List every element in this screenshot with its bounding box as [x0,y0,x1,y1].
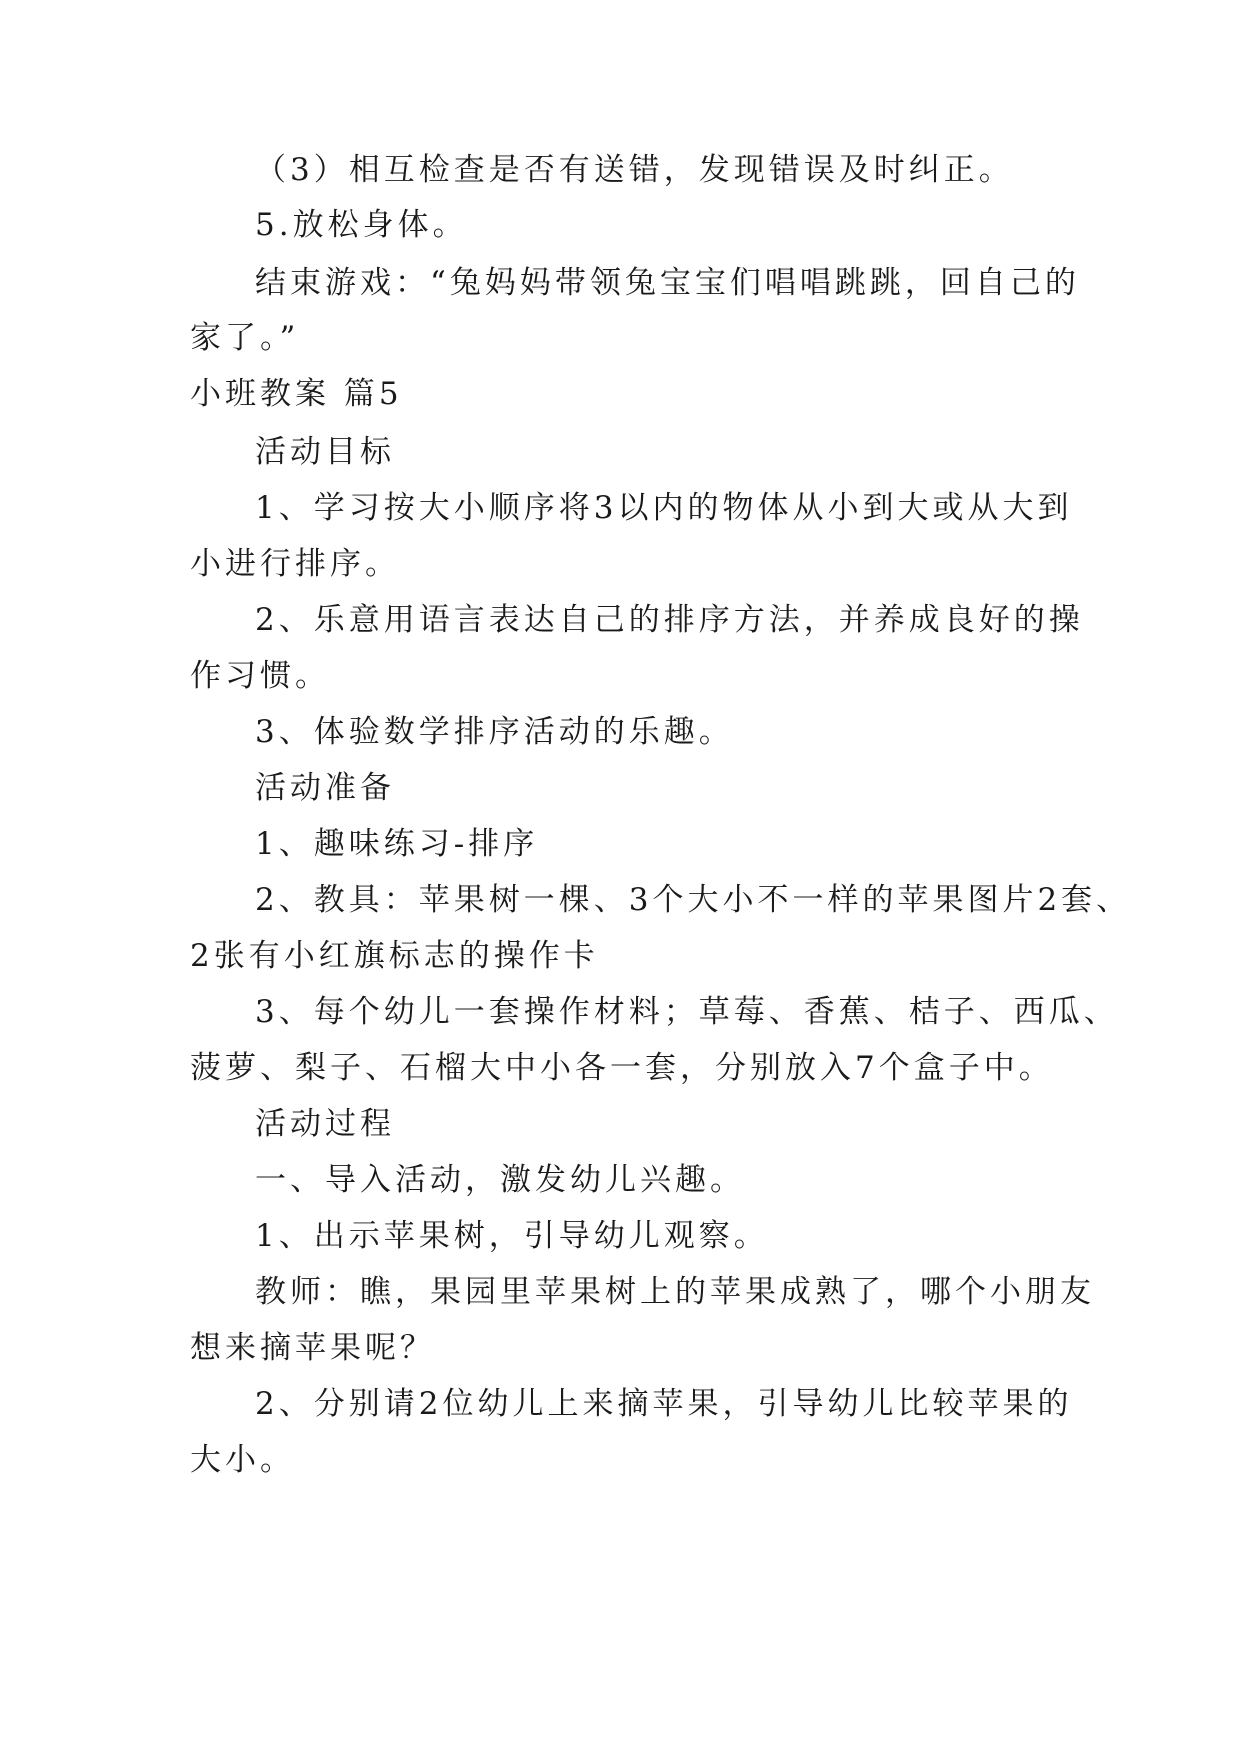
process-heading: 活动过程 [255,1106,395,1142]
end-game-line-1: 结束游戏：“兔妈妈带领兔宝宝们唱唱跳跳，回自己的 [255,265,1080,301]
teacher-line-2: 想来摘苹果呢？ [190,1330,435,1366]
teacher-line-1: 教师：瞧，果园里苹果树上的苹果成熟了，哪个小朋友 [255,1274,1095,1310]
prep-2-line-1: 2、教具：苹果树一棵、3个大小不一样的苹果图片2套、 [255,882,1132,918]
goal-2-line-2: 作习惯。 [190,658,330,694]
goals-heading: 活动目标 [255,434,395,470]
prep-3-line-2: 菠萝、梨子、石榴大中小各一套，分别放入7个盒子中。 [190,1050,1054,1086]
goal-2-line-1: 2、乐意用语言表达自己的排序方法，并养成良好的操 [255,602,1084,638]
step-3-check: （3）相互检查是否有送错，发现错误及时纠正。 [255,152,1014,188]
process-step-1-1: 1、出示苹果树，引导幼儿观察。 [255,1218,769,1254]
end-game-line-2: 家了。” [190,320,300,356]
prep-heading: 活动准备 [255,770,395,806]
section-heading: 小班教案 篇5 [190,376,403,412]
prep-3-line-1: 3、每个幼儿一套操作材料；草莓、香蕉、桔子、西瓜、 [255,994,1119,1030]
step-5-relax: 5.放松身体。 [255,207,468,243]
goal-1-line-1: 1、学习按大小顺序将3以内的物体从小到大或从大到 [255,490,1073,526]
prep-2-line-2: 2张有小红旗标志的操作卡 [190,938,599,974]
process-step-1-2-line-1: 2、分别请2位幼儿上来摘苹果，引导幼儿比较苹果的 [255,1386,1073,1422]
goal-1-line-2: 小进行排序。 [190,546,400,582]
goal-3: 3、体验数学排序活动的乐趣。 [255,714,734,750]
process-step-1-2-line-2: 大小。 [190,1442,295,1478]
process-step-1: 一、导入活动，激发幼儿兴趣。 [255,1162,745,1198]
prep-1: 1、趣味练习-排序 [255,826,539,862]
